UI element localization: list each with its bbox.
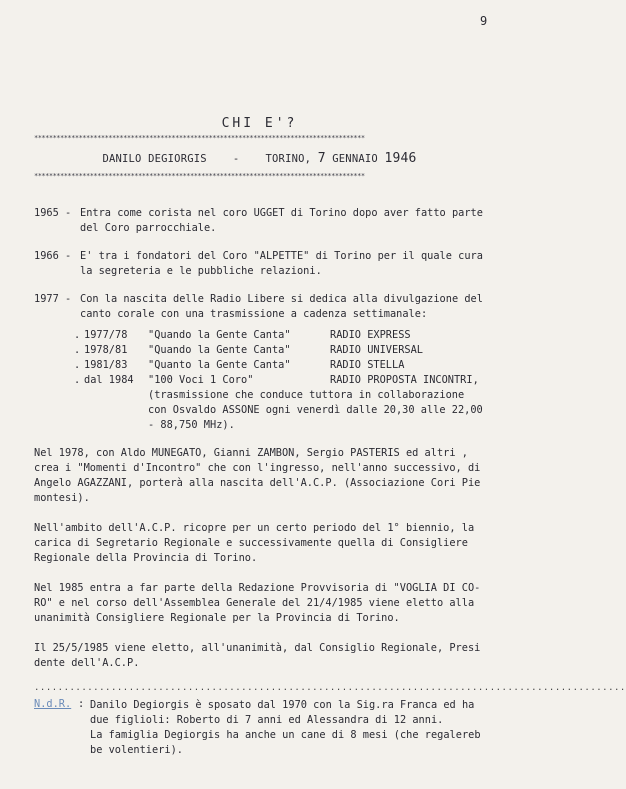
ndr-separator: : <box>78 698 85 710</box>
paragraph-line: montesi). <box>34 492 90 504</box>
dotted-divider: .................................................................................................... <box>34 683 626 693</box>
program-show: "Quanto la Gente Canta" <box>148 359 291 371</box>
program-period: 1977/78 <box>84 329 128 341</box>
subtitle-name: DANILO DEGIORGIS <box>102 153 207 165</box>
entry-line: E' tra i fondatori del Coro "ALPETTE" di Torino per il quale cura <box>80 250 483 262</box>
star-divider-top: ***************************************************************************************** <box>34 134 365 142</box>
program-show: "100 Voci 1 Coro" <box>148 374 254 386</box>
paragraph-line: crea i "Momenti d'Incontro" che con l'ingresso, nell'anno successivo, di <box>34 462 481 474</box>
entry-line: Entra come corista nel coro UGGET di Torino dopo aver fatto parte <box>80 207 483 219</box>
program-bullet: . <box>74 359 81 371</box>
entry-line: canto corale con una trasmissione a cadenza settimanale: <box>80 308 428 320</box>
subtitle-place: TORINO, <box>265 153 312 165</box>
subtitle-dash: - <box>232 153 240 165</box>
subtitle-date-num: 7 <box>317 151 326 166</box>
program-bullet: . <box>74 344 81 356</box>
subtitle-date-month: GENNAIO <box>332 153 378 165</box>
program-period: 1981/83 <box>84 359 128 371</box>
program-period: dal 1984 <box>84 374 134 386</box>
entry-year: 1965 - <box>34 207 72 219</box>
subtitle-year: 1946 <box>384 151 417 166</box>
entry-line: la segreteria e le pubbliche relazioni. <box>80 265 322 277</box>
program-show: "Quando la Gente Canta" <box>148 329 291 341</box>
paragraph-line: Nell'ambito dell'A.C.P. ricopre per un certo periodo del 1° biennio, la <box>34 522 475 534</box>
paragraph-line: Angelo AGAZZANI, porterà alla nascita dell'A.C.P. (Associazione Cori Pie <box>34 477 481 489</box>
paragraph-line: Nel 1985 entra a far parte della Redazione Provvisoria di "VOGLIA DI CO- <box>34 582 481 594</box>
entry-line: Con la nascita delle Radio Libere si dedica alla divulgazione del <box>80 293 483 305</box>
program-note-line: - 88,750 MHz). <box>148 419 235 431</box>
program-period: 1978/81 <box>84 344 128 356</box>
subtitle <box>0 151 519 166</box>
program-radio: RADIO EXPRESS <box>330 329 411 341</box>
ndr-line: due figlioli: Roberto di 7 anni ed Alessandra di 12 anni. <box>90 714 444 726</box>
program-bullet: . <box>74 374 81 386</box>
program-bullet: . <box>74 329 81 341</box>
ndr-line: Danilo Degiorgis è sposato dal 1970 con la Sig.ra Franca ed ha <box>90 699 475 711</box>
paragraph-line: RO" e nel corso dell'Assemblea Generale del 21/4/1985 viene eletto alla <box>34 597 475 609</box>
program-radio: RADIO PROPOSTA INCONTRI, <box>330 374 479 386</box>
program-radio: RADIO STELLA <box>330 359 405 371</box>
program-radio: RADIO UNIVERSAL <box>330 344 423 356</box>
entry-year: 1977 - <box>34 293 72 305</box>
page-title: CHI E'? <box>221 116 298 131</box>
page-number: 9 <box>480 14 488 28</box>
entry-line: del Coro parrocchiale. <box>80 222 217 234</box>
paragraph-line: dente dell'A.C.P. <box>34 657 140 669</box>
paragraph-line: carica di Segretario Regionale e successivamente quella di Consigliere <box>34 537 468 549</box>
entry-year: 1966 - <box>34 250 72 262</box>
ndr-label: N.d.R. <box>34 698 72 710</box>
program-show: "Quando la Gente Canta" <box>148 344 291 356</box>
paragraph-line: Regionale della Provincia di Torino. <box>34 552 258 564</box>
paragraph-line: unanimità Consigliere Regionale per la Provincia di Torino. <box>34 612 400 624</box>
ndr-line: be volentieri). <box>90 744 183 756</box>
paragraph-line: Il 25/5/1985 viene eletto, all'unanimità, dal Consiglio Regionale, Presi <box>34 642 481 654</box>
program-note-line: con Osvaldo ASSONE ogni venerdì dalle 20,30 alle 22,00 <box>148 404 483 416</box>
star-divider-bottom: ***************************************************************************************** <box>34 172 365 180</box>
ndr-line: La famiglia Degiorgis ha anche un cane di 8 mesi (che regalereb <box>90 729 481 741</box>
paragraph-line: Nel 1978, con Aldo MUNEGATO, Gianni ZAMBON, Sergio PASTERIS ed altri , <box>34 447 468 459</box>
program-note-line: (trasmissione che conduce tuttora in collaborazione <box>148 389 465 401</box>
